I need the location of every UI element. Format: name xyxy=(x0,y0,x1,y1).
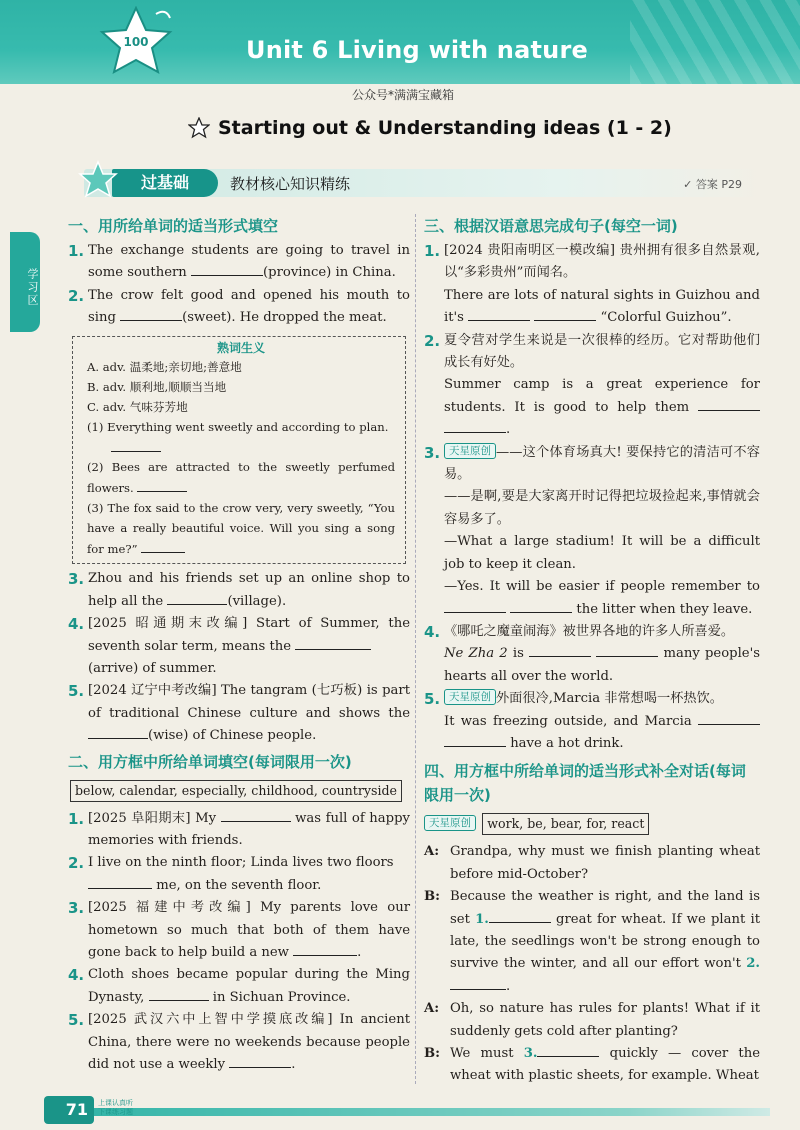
q-text: It was freezing outside, and Marcia xyxy=(444,713,698,729)
q-text: [2025 武汉六中上智中学摸底改编] In ancient China, there were no weekends because people did not use a weekly xyxy=(88,1012,410,1073)
example-1 xyxy=(87,418,395,459)
word-meaning-box xyxy=(72,336,406,565)
dialogue-text: Because the weather is right, and the land is set xyxy=(450,889,760,927)
section-1-title: 一、用所给单词的适当形式填空 xyxy=(68,217,279,235)
q-text: was full of happy memories with friends. xyxy=(88,810,410,849)
example-2 xyxy=(87,458,395,499)
slogan-line: 下课练习题 xyxy=(98,1108,133,1116)
band-text: 教材核心知识精练 xyxy=(230,175,351,193)
question-r5 xyxy=(424,688,760,755)
word-box: work, be, bear, for, react xyxy=(482,813,649,835)
answer-blank[interactable] xyxy=(149,987,209,1001)
q-number: 4. xyxy=(68,615,85,634)
q-number: 1. xyxy=(424,242,441,260)
q-chinese: [2024 贵阳南明区一模改编] 贵州拥有很多自然景观,以“多彩贵州”而闻名。 xyxy=(444,243,760,281)
question-3 xyxy=(68,568,410,613)
footer-bar xyxy=(60,1108,770,1116)
q-text: . xyxy=(506,422,511,438)
q-text: many people's hearts all over the world. xyxy=(444,646,761,684)
answer-blank[interactable] xyxy=(293,942,357,956)
q-text: (arrive) of summer. xyxy=(88,661,217,677)
answer-blank[interactable] xyxy=(468,307,530,321)
section-band xyxy=(84,169,764,197)
q-text: me, on the seventh floor. xyxy=(152,877,322,893)
answer-blank[interactable] xyxy=(489,909,551,923)
question-p2 xyxy=(68,852,410,897)
subtitle-text: Starting out & Understanding ideas (1 - 2) xyxy=(218,117,672,139)
dialogue-text: Grandpa, why must we finish planting wheat before mid-October? xyxy=(450,844,760,882)
answer-blank[interactable] xyxy=(537,1043,599,1057)
dialogue-line xyxy=(424,886,760,998)
star-badge-icon xyxy=(188,117,210,139)
q-text: Zhou and his friends set up an online shop to help all the xyxy=(88,571,410,609)
q-text: Ne Zha 2 xyxy=(444,646,508,662)
dialogue-line xyxy=(424,841,760,886)
answer-blank[interactable] xyxy=(534,307,596,321)
answer-blank[interactable] xyxy=(450,976,506,990)
question-p4 xyxy=(68,964,410,1009)
q-text: (sweet). He dropped the meat. xyxy=(182,310,387,326)
q-number: 5. xyxy=(68,1011,85,1030)
q-text: have a hot drink. xyxy=(506,735,624,751)
question-r3 xyxy=(424,442,760,621)
q-number: 4. xyxy=(68,966,85,985)
speaker: B: xyxy=(424,889,441,905)
answer-blank[interactable] xyxy=(444,599,506,613)
question-p5 xyxy=(68,1009,410,1076)
dialogue-line xyxy=(424,1043,760,1088)
q-chinese: ——是啊,要是大家离开时记得把垃圾捡起来,事情就会容易多了。 xyxy=(444,489,760,527)
star-mascot-icon xyxy=(96,6,180,80)
answer-blank[interactable] xyxy=(596,643,658,657)
right-column xyxy=(424,214,760,1088)
footer xyxy=(0,1090,800,1130)
answer-blank[interactable] xyxy=(221,808,291,822)
dialogue-text: Oh, so nature has rules for plants! What if it suddenly gets cold after planting? xyxy=(450,1001,760,1039)
question-2 xyxy=(68,285,410,330)
dialogue-text: . xyxy=(506,978,511,994)
original-badge: 天星原创 xyxy=(444,689,496,705)
side-tab: 学习区 xyxy=(10,232,40,332)
q-text: [2025 福建中考改编] My parents love our hometown so much that both of them have gone back to help build a new xyxy=(88,900,410,961)
left-column xyxy=(68,214,410,1077)
q-text: in Sichuan Province. xyxy=(208,989,351,1005)
dialogue-text: quickly — cover the wheat with plastic sheets, for example. Wheat xyxy=(450,1046,760,1084)
q-text: (wise) of Chinese people. xyxy=(148,728,317,744)
question-r1 xyxy=(424,240,760,330)
q-number: 3. xyxy=(68,570,85,589)
section-4-title: 四、用方框中所给单词的适当形式补全对话(每词限用一次) xyxy=(424,762,746,805)
question-1 xyxy=(68,240,410,285)
question-r4 xyxy=(424,621,760,688)
question-p1 xyxy=(68,808,410,853)
q-chinese: 《哪吒之魔童闹海》被世界各地的许多人所喜爱。 xyxy=(444,623,735,639)
q-text: . xyxy=(291,1057,296,1073)
q-number: 3. xyxy=(424,443,441,462)
answer-blank[interactable] xyxy=(510,599,572,613)
q-text: —What a large stadium! It will be a difficult job to keep it clean. xyxy=(444,534,760,572)
q-text: There are lots of natural sights in Guizhou and it's xyxy=(444,287,760,326)
answer-blank[interactable] xyxy=(698,397,760,411)
answer-blank[interactable] xyxy=(444,419,506,433)
word-box: below, calendar, especially, childhood, countryside xyxy=(70,780,402,802)
q-number: 3. xyxy=(68,899,85,918)
q-number: 5. xyxy=(424,690,441,709)
q-text: [2024 辽宁中考改编] The tangram (七巧板) is part of traditional Chinese culture and shows the xyxy=(88,683,410,721)
answer-blank[interactable] xyxy=(137,478,187,492)
blank-number: 3. xyxy=(523,1046,538,1061)
q-text: Cloth shoes became popular during the Ming Dynasty, xyxy=(88,967,410,1005)
speaker: A: xyxy=(424,844,440,860)
answer-blank[interactable] xyxy=(444,733,506,747)
answer-blank[interactable] xyxy=(529,643,591,657)
meaning-c: C. adv. 气味芬芳地 xyxy=(87,400,188,415)
answer-blank[interactable] xyxy=(88,875,152,889)
box-title: 熟词生义 xyxy=(216,340,265,355)
speaker: A: xyxy=(424,1001,440,1017)
footer-slogan xyxy=(98,1099,133,1117)
meaning-a: A. adv. 温柔地;亲切地;善意地 xyxy=(87,360,242,375)
watermark: 公众号*满满宝藏箱 xyxy=(352,88,455,102)
check-icon: ✓ xyxy=(683,178,696,191)
q-number: 2. xyxy=(68,286,85,305)
lesson-subtitle xyxy=(188,117,672,139)
q-text: . xyxy=(357,945,362,961)
q-text: “Colorful Guizhou”. xyxy=(600,310,732,326)
section-4-words xyxy=(424,809,760,841)
example-text: (3) The fox said to the crow very, very sweetly, “You have a really beautiful voice. Will you sing a song for me?” xyxy=(87,501,395,556)
answer-ref xyxy=(683,176,742,192)
q-chinese: 夏令营对学生来说是一次很棒的经历。它对帮助他们成长有好处。 xyxy=(444,332,760,371)
band-tag: 过基础 xyxy=(112,169,218,197)
example-3 xyxy=(87,499,395,559)
q-chinese: 外面很冷,Marcia 非常想喝一杯热饮。 xyxy=(496,691,723,707)
q-number: 5. xyxy=(68,682,85,701)
question-4 xyxy=(68,613,410,680)
q-text: The crow felt good and opened his mouth to sing xyxy=(88,287,410,326)
answer-blank[interactable] xyxy=(191,262,263,276)
blank-number: 2. xyxy=(746,956,760,972)
blank-number: 1. xyxy=(475,911,489,927)
q-text: Summer camp is a great experience for students. It is good to help them xyxy=(444,377,760,415)
answer-blank[interactable] xyxy=(229,1054,291,1068)
section-2-title: 二、用方框中所给单词填空(每词限用一次) xyxy=(68,752,352,771)
q-number: 1. xyxy=(68,242,85,260)
dialogue-text: We must xyxy=(450,1046,524,1061)
section-3-title: 三、根据汉语意思完成句子(每空一词) xyxy=(424,217,678,235)
band-star-icon xyxy=(78,160,118,200)
answer-blank[interactable] xyxy=(111,438,161,452)
q-text: the litter when they leave. xyxy=(576,601,753,617)
example-text: (2) Bees are attracted to the sweetly perfumed flowers. xyxy=(87,460,395,496)
q-number: 2. xyxy=(424,331,441,350)
q-number: 1. xyxy=(68,809,85,828)
answer-blank[interactable] xyxy=(88,725,148,739)
slogan-line: 上课认真听 xyxy=(98,1099,133,1107)
q-text: (province) in China. xyxy=(263,265,396,281)
answer-blank[interactable] xyxy=(120,307,182,321)
q-text: is xyxy=(507,646,530,662)
original-badge: 天星原创 xyxy=(444,443,496,459)
q-text: I live on the ninth floor; Linda lives two floors xyxy=(88,855,394,871)
answer-ref-text: 答案 P29 xyxy=(695,178,742,191)
original-badge: 天星原创 xyxy=(424,815,476,831)
column-divider xyxy=(415,214,416,1084)
q-text: (village). xyxy=(227,593,287,609)
q-number: 2. xyxy=(68,854,85,873)
speaker: B: xyxy=(424,1046,441,1061)
example-text: (1) Everything went sweetly and according to plan. xyxy=(87,419,389,434)
page-number: 71 xyxy=(44,1096,94,1124)
q-number: 4. xyxy=(424,622,441,641)
question-p3 xyxy=(68,897,410,964)
q-chinese: ——这个体育场真大! 要保持它的清洁可不容易。 xyxy=(444,444,760,483)
answer-blank[interactable] xyxy=(167,591,227,605)
dialogue-text: great for wheat. If we plant it late, the seedlings won't be strong enough to survive the winter, and all our effort won't xyxy=(450,911,760,972)
question-5 xyxy=(68,680,410,747)
svg-text:100: 100 xyxy=(123,35,149,49)
question-r2 xyxy=(424,330,760,442)
q-text: The exchange students are going to travel in some southern xyxy=(88,243,410,281)
dialogue-line xyxy=(424,998,760,1043)
q-text: [2025 昭通期末改编] Start of Summer, the seventh solar term, means the xyxy=(88,616,410,654)
q-text: [2025 阜阳期末] My xyxy=(88,810,221,826)
unit-title: Unit 6 Living with nature xyxy=(246,36,588,64)
answer-blank[interactable] xyxy=(698,711,760,725)
q-text: —Yes. It will be easier if people remember to xyxy=(444,579,760,595)
meaning-b: B. adv. 顺利地,顺顺当当地 xyxy=(87,380,227,395)
header-stripes xyxy=(630,0,800,84)
answer-blank[interactable] xyxy=(141,539,185,553)
header-banner xyxy=(0,0,800,84)
answer-blank[interactable] xyxy=(295,636,371,650)
